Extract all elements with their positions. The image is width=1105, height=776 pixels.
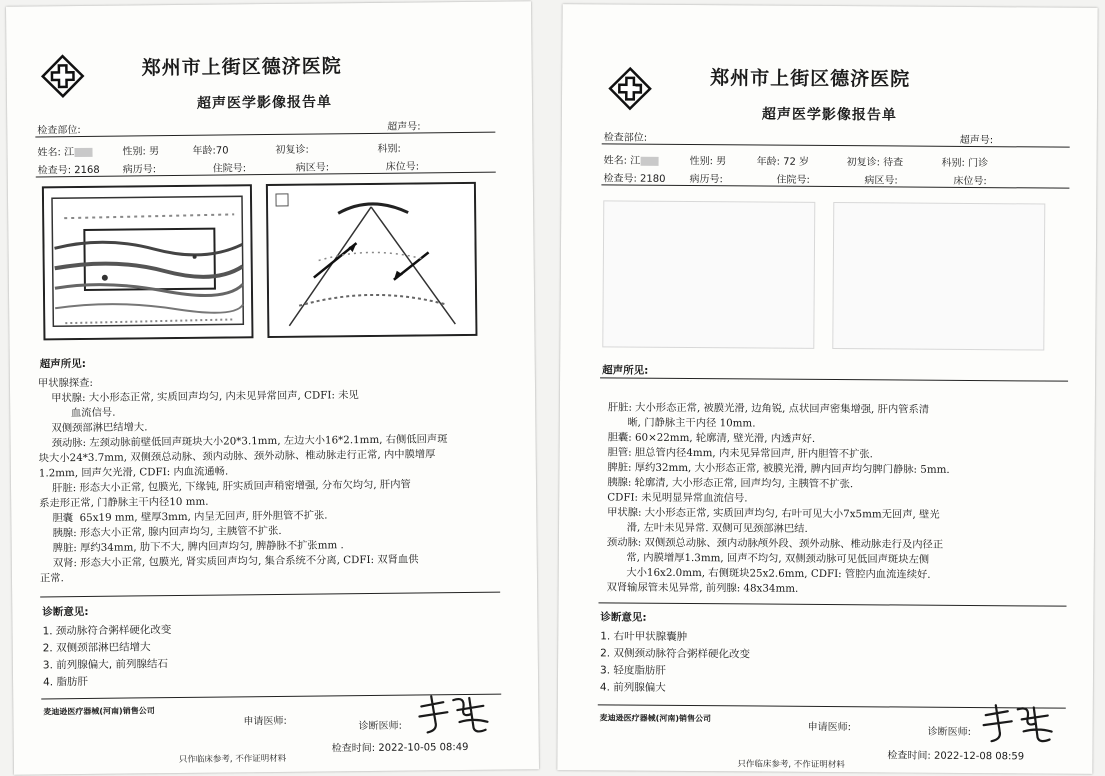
visit-type-field: 初复诊: [275,144,309,156]
vendor-name: 麦迪逊医疗器械(河南)销售公司 [43,706,155,717]
exam-number-field: 检查号: 2180 [603,173,666,185]
bed-number-field: 床位号: [385,161,420,173]
divider [36,172,496,178]
divider [35,132,495,138]
doctor-signature [413,692,493,739]
requesting-doctor-label: 申请医师: [243,715,287,728]
record-number-field: 病历号: [122,164,157,176]
diagnosis-title: 诊断意见: [42,605,89,619]
divider [600,377,1068,381]
diagnosing-doctor-label: 诊断医师: [927,726,972,739]
diagnosis-title: 诊断意见: [600,611,647,624]
diagnosing-doctor-label: 诊断医师: [358,720,402,733]
hospital-name: 郑州市上街区德济医院 [141,55,342,80]
diagnosis-list: 1. 右叶甲状腺囊肿 2. 双侧颈动脉符合粥样硬化改变 3. 轻度脂肪肝 4. 前列腺偏大 [599,630,751,694]
disclaimer: 只作临床参考, 不作证明材料 [737,759,845,771]
doctor-signature [978,701,1058,748]
record-number-field: 病历号: [689,174,723,186]
ultrasound-image-2 [266,182,478,338]
ultrasound-number-label: 超声号: [387,121,421,133]
ward-number-field: 病区号: [864,175,898,187]
divider [601,184,1069,188]
name-field: 姓名: 江 [37,143,92,159]
divider [602,143,1070,147]
inpatient-number-field: 住院号: [212,163,247,175]
report-title: 超声医学影像报告单 [196,94,333,112]
gender-field: 性别: 男 [122,146,160,158]
department-field: 科别: [377,143,401,155]
report-page-right [557,4,1097,774]
divider [40,592,500,598]
report-page-left [6,1,539,774]
age-field: 年龄:70 [192,145,229,157]
diagnosis-list: 1. 颈动脉符合粥样硬化改变 2. 双侧颈部淋巴结增大 3. 前列腺偏大, 前列腺结石 4. 脂肪肝 [42,624,172,689]
requesting-doctor-label: 申请医师: [807,721,852,734]
ward-number-field: 病区号: [295,162,330,174]
findings-text: 肝脏: 大小形态正常, 被膜光滑, 边角锐, 点状回声密集增强, 肝内管系清 晰, 门静脉主干内径 10mm. 胆囊: 60×22mm, 轮廓清, 壁光滑, 内透声好. 胆管: 胆总管内径4mm, 内未见异常回声, 肝内胆管不扩张. 脾脏: 厚约32mm, 大小形态正常, 被膜光滑, 脾内回声均匀脾门静脉: 5mm. 胰腺: 轮廓清, 大小形态正常, 回声均匀, 主胰管不扩张. CDFI: 未见明显异常血流信号. 甲状腺: 大小形态正常, 实质回声均匀, 右叶可见大小7x5mm无回声, 壁光 滑, 左叶未见异常. 双侧可见颈部淋巴结. 颈动脉: 双侧颈总动脉、颈内动脉颅外段、颈外动脉、椎动脉走行及内径正 常, 内膜增厚1.3mm, 回声不均匀, 双侧颈动脉可见低回声斑块左侧 大小16x2.0mm, 右侧斑块25x2.6mm, CDFI: 管腔内血流连续好. 双肾输尿管未见异常, 前列腺: 48x34mm. [606,401,950,595]
divider [598,602,1066,606]
visit-type-field: 初复诊: 待查 [846,157,904,169]
report-title: 超声医学影像报告单 [761,106,897,124]
findings-title: 超声所见: [39,357,87,371]
ultrasound-image-placeholder-2 [832,202,1045,350]
ultrasound-image-placeholder-1 [602,200,815,348]
exam-part-label: 检查部位: [37,124,81,137]
exam-part-label: 检查部位: [603,132,648,144]
vendor-name: 麦迪逊医疗器械(河南)销售公司 [599,713,712,724]
ultrasound-image-1 [42,184,254,340]
hospital-cross-logo-icon [608,66,652,110]
inpatient-number-field: 住院号: [776,174,810,186]
disclaimer: 只作临床参考, 不作证明材料 [178,753,287,766]
exam-number-field: 检查号: 2168 [37,164,100,177]
bed-number-field: 床位号: [953,175,987,188]
name-field: 姓名: 江 [604,151,659,166]
gender-field: 性别: 男 [689,156,727,168]
hospital-name: 郑州市上街区德济医院 [710,67,911,91]
findings-title: 超声所见: [602,364,649,377]
ultrasound-number-label: 超声号: [959,134,994,147]
findings-text: 甲状腺探查: 甲状腺: 大小形态正常, 实质回声均匀, 内未见异常回声, CDFI: 未见 血流信号. 双侧颈部淋巴结增大. 颈动脉: 左颈动脉前壁低回声斑块大小20*3.1mm, 左边大小16*2.1mm, 右侧低回声斑 块大小24*3.7mm, 双侧颈总动脉、颈内动脉、颈外动脉、椎动脉走行正常, 内中膜增厚 1.2mm, 回声欠光滑, CDFI: 内血流通畅. 肝脏: 形态大小正常, 包膜光, 下缘钝, 肝实质回声稍密增强, 分布欠均匀, 肝内管 系走形正常, 门静脉主干内径10 mm. 胆囊 65x19 mm, 壁厚3mm, 内呈无回声, 肝外胆管不扩张. 胰腺: 形态大小正常, 腺内回声均匀, 主胰管不扩张. 脾脏: 厚约34mm, 肋下不大, 脾内回声均匀, 脾静脉不扩张mm . 双肾: 形态大小正常, 包膜光, 肾实质回声均匀, 集合系统不分离, CDFI: 双肾血供 正常. [37,376,448,585]
exam-time: 检查时间: 2022-12-08 08:59 [887,750,1025,763]
hospital-cross-logo-icon [40,54,84,98]
age-field: 年龄: 72 岁 [756,156,810,168]
department-field: 科别: 门诊 [941,157,989,170]
exam-time: 检查时间: 2022-10-05 08:49 [331,741,469,755]
